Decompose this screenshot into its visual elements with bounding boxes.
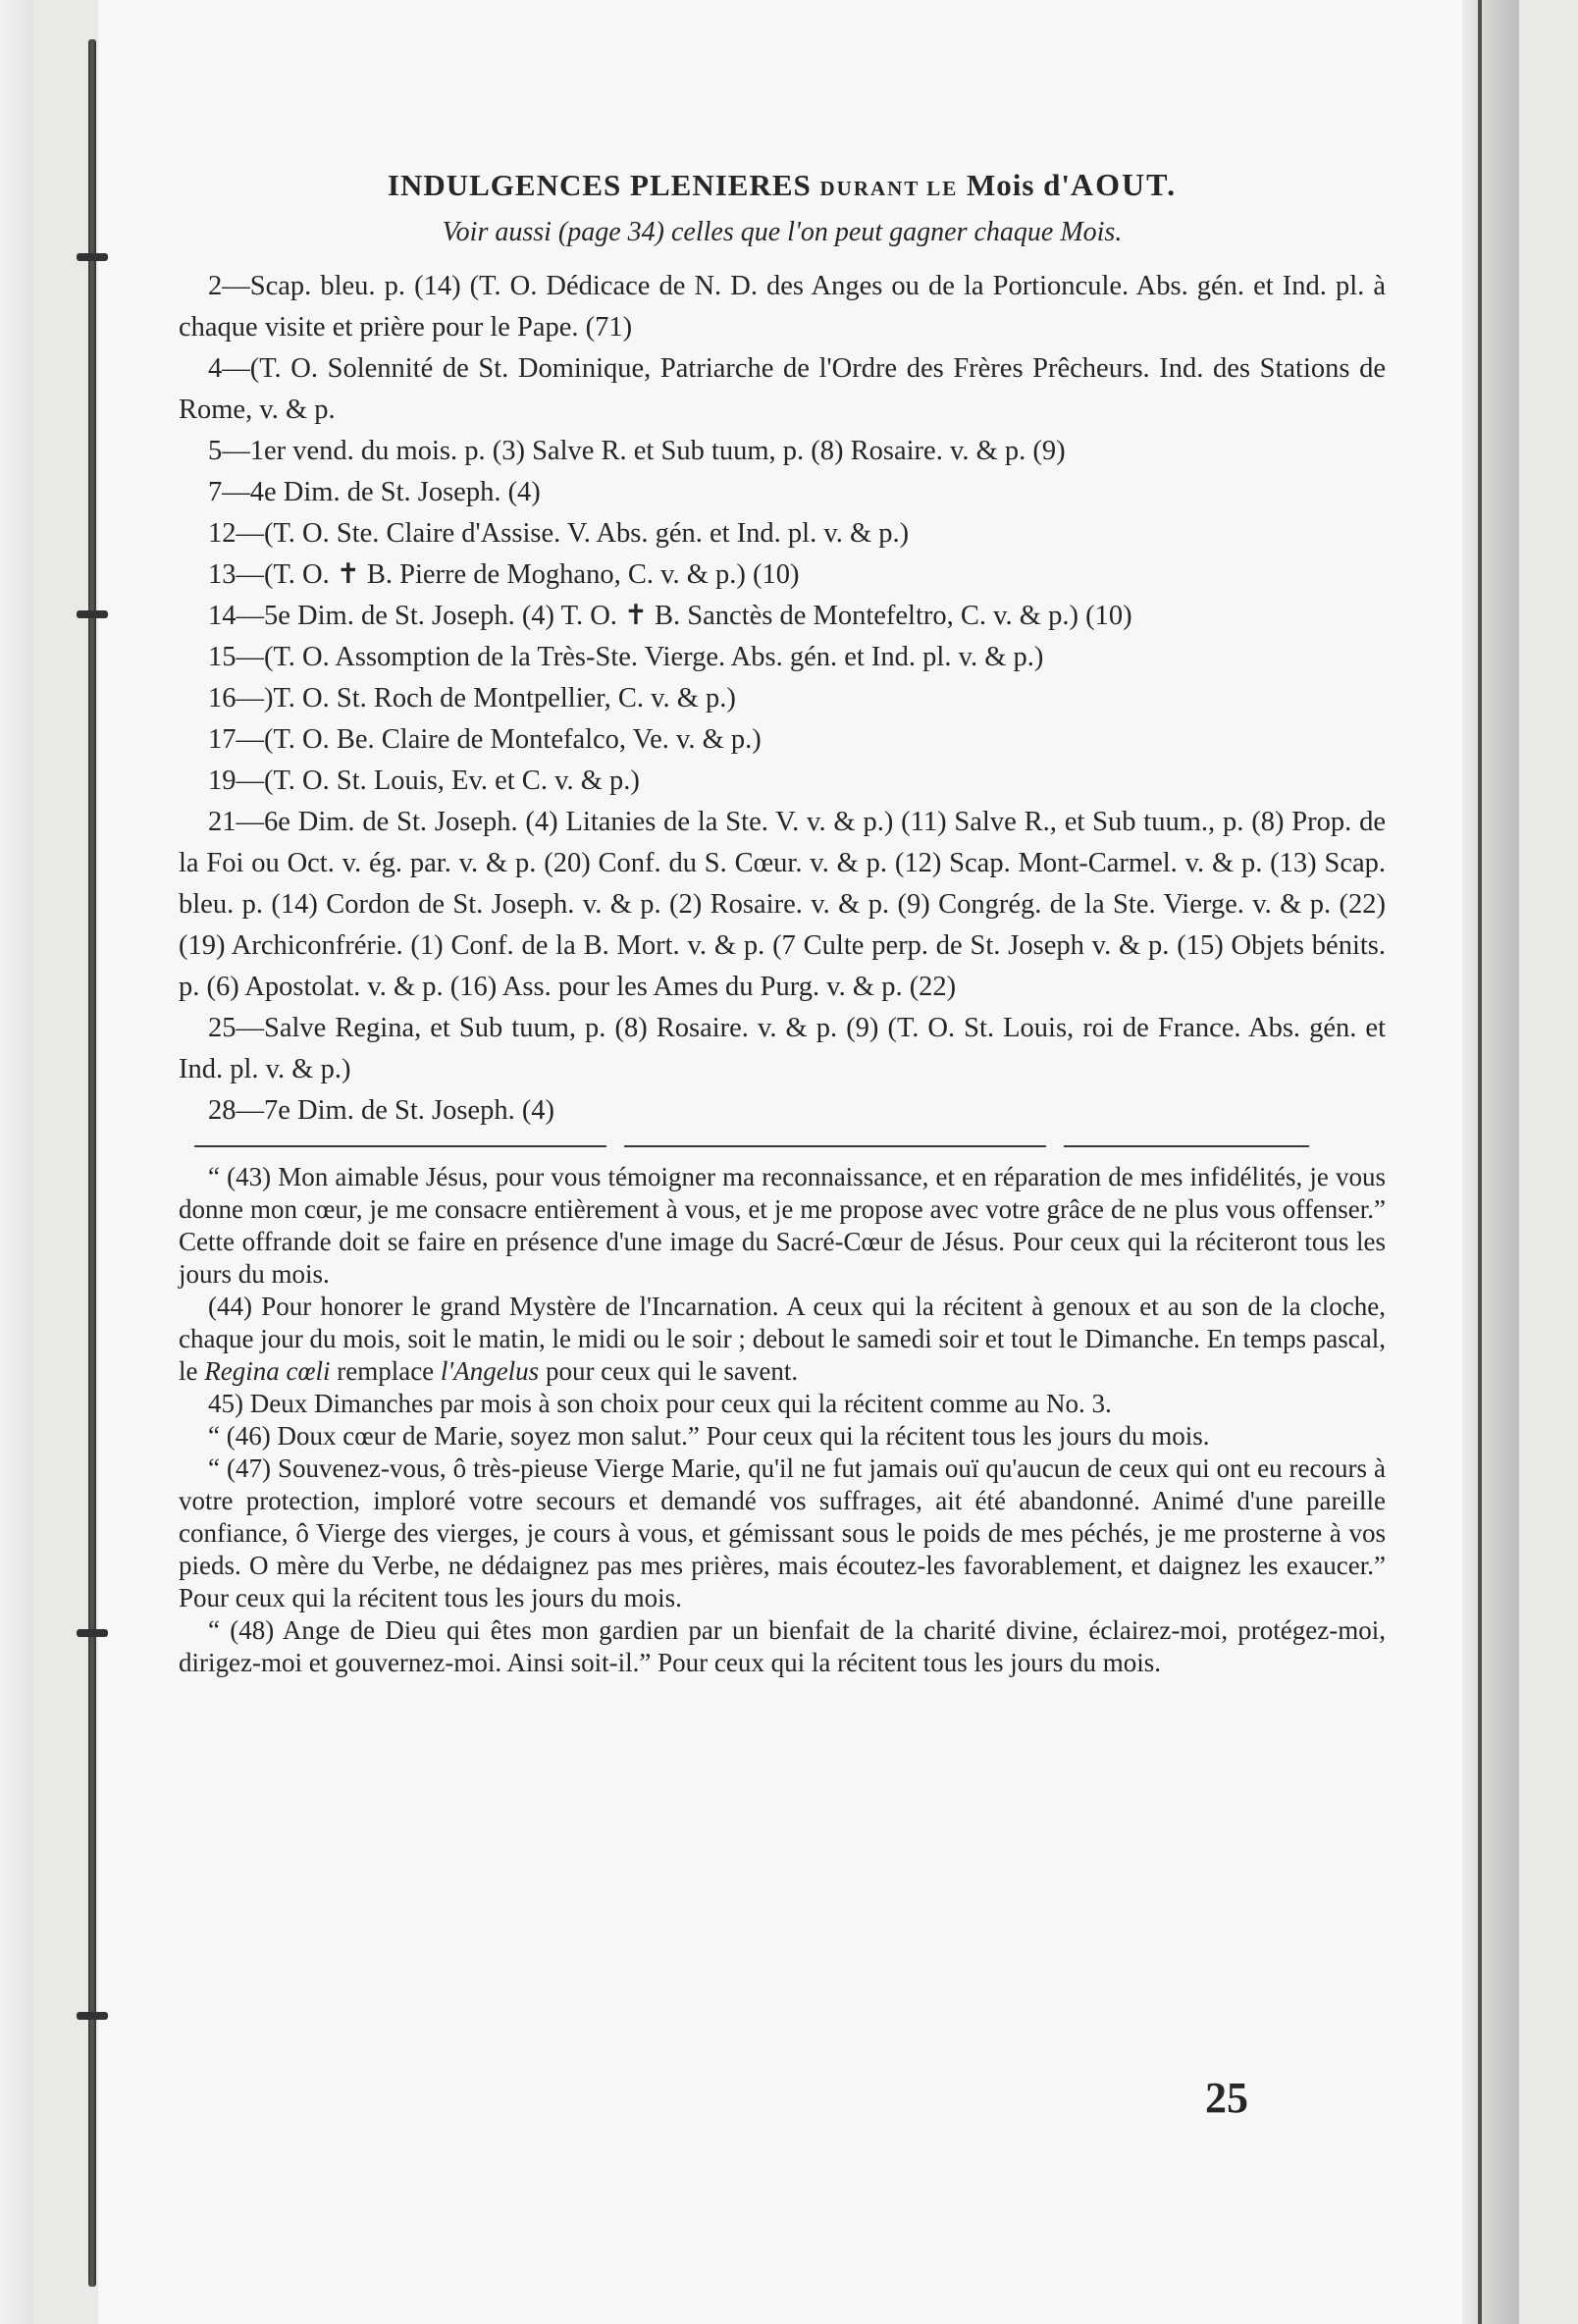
footnotes — [179, 1161, 1386, 1679]
footnote: 45) Deux Dimanches par mois à son choix pour ceux qui la récitent comme au No. 3. — [208, 1389, 1112, 1418]
page-edge — [1462, 0, 1519, 2324]
title-main: INDULGENCES PLENIERES — [387, 168, 812, 202]
list-item: 4—(T. O. Solennité de St. Dominique, Patriarche de l'Ordre des Frères Prêcheurs. Ind. des Stations de Rome, v. & p. — [179, 353, 1386, 425]
footnote — [179, 1291, 1386, 1388]
divider-segment — [194, 1145, 606, 1147]
footnote-text: (44) Pour honorer le grand Mystère de l'Incarnation. A ceux qui la récitent à genoux et au son de la cloche, chaque jour du mois, soit le matin, le midi ou le soir ; debout le samedi soir et tout le Dimanche. En temps pascal, le — [179, 1292, 1386, 1386]
title-month: AOUT. — [1071, 167, 1178, 202]
binding-stitch — [77, 2012, 108, 2020]
footnote: “ (47) Souvenez-vous, ô très-pieuse Vierge Marie, qu'il ne fut jamais ouï qu'aucun de ceux qui ont eu recours à votre protection, imploré votre secours et demandé vos suffrages, ait été abandonné. Animé d'une pareille confiance, ô Vierge des vierges, je cours à vous, et gémissant sous le poids de mes péchés, je me prosterne à vos pieds. O mère du Verbe, ne dédaignez pas mes prières, mais écoutez-les favorablement, et daignez les exaucer.” Pour ceux qui la récitent tous les jours du mois. — [179, 1453, 1386, 1612]
list-item: 2—Scap. bleu. p. (14) (T. O. Dédicace de N. D. des Anges ou de la Portioncule. Abs. gén. et Ind. pl. à chaque visite et prière pour le Pape. (71) — [179, 271, 1386, 343]
binding-stitch — [77, 253, 108, 261]
footnote: “ (48) Ange de Dieu qui êtes mon gardien par un bienfait de la charité divine, éclairez-moi, protégez-moi, dirigez-moi et gouvernez-moi. Ainsi soit-il.” Pour ceux qui la récitent tous les jours du mois. — [179, 1615, 1386, 1677]
footnote-italic: Regina cœli — [204, 1356, 331, 1386]
list-item: 19—(T. O. St. Louis, Ev. et C. v. & p.) — [208, 766, 640, 796]
list-item: 13—(T. O. ✝ B. Pierre de Moghano, C. v. & p.) (10) — [208, 559, 800, 590]
divider-segment — [1064, 1145, 1309, 1147]
binding-stitch — [77, 610, 108, 618]
list-item: 16—)T. O. St. Roch de Montpellier, C. v. & p.) — [208, 683, 736, 713]
list-item: 14—5e Dim. de St. Joseph. (4) T. O. ✝ B. Sanctès de Montefeltro, C. v. & p.) (10) — [208, 601, 1132, 631]
page-number: 25 — [1205, 2074, 1248, 2122]
page-content — [179, 167, 1386, 1679]
list-item: 7—4e Dim. de St. Joseph. (4) — [208, 477, 541, 507]
binding-margin — [0, 0, 33, 2324]
list-item: 12—(T. O. Ste. Claire d'Assise. V. Abs. gén. et Ind. pl. v. & p.) — [208, 518, 910, 549]
binding-spine — [88, 39, 96, 2287]
list-item: 15—(T. O. Assomption de la Très-Ste. Vierge. Abs. gén. et Ind. pl. v. & p.) — [208, 642, 1044, 672]
binding-stitch — [77, 1629, 108, 1637]
footnote-divider — [194, 1145, 1386, 1147]
entries-list — [179, 266, 1386, 1132]
footnote: “ (46) Doux cœur de Marie, soyez mon salut.” Pour ceux qui la récitent tous les jours du mois. — [208, 1421, 1210, 1451]
title-connector: DURANT LE — [819, 177, 959, 200]
divider-segment — [624, 1145, 1046, 1147]
footnote-text: pour ceux qui le savent. — [545, 1356, 799, 1386]
title-month-prefix: Mois d' — [966, 168, 1072, 202]
list-item: 17—(T. O. Be. Claire de Montefalco, Ve. v. & p.) — [208, 724, 762, 755]
footnote-text: remplace — [337, 1356, 435, 1386]
footnote: “ (43) Mon aimable Jésus, pour vous témoigner ma reconnaissance, et en réparation de mes infidélités, je vous donne mon cœur, je me consacre entièrement à vous, et je me propose avec votre grâce de ne plus vous offenser.” Cette offrande doit se faire en présence d'une image du Sacré-Cœur de Jésus. Pour ceux qui la réciteront tous les jours du mois. — [179, 1162, 1386, 1289]
list-item: 5—1er vend. du mois. p. (3) Salve R. et Sub tuum, p. (8) Rosaire. v. & p. (9) — [208, 436, 1066, 466]
footnote-italic: l'Angelus — [440, 1356, 540, 1386]
list-item: 21—6e Dim. de St. Joseph. (4) Litanies de la Ste. V. v. & p.) (11) Salve R., et Sub tuum., p. (8) Prop. de la Foi ou Oct. v. ég. par. v. & p. (20) Conf. du S. Cœur. v. & p. (12) Scap. Mont-Carmel. v. & p. (13) Scap. bleu. p. (14) Cordon de St. Joseph. v. & p. (2) Rosaire. v. & p. (9) Congrég. de la Ste. Vierge. v. & p. (22) (19) Archiconfrérie. (1) Conf. de la B. Mort. v. & p. (7 Culte perp. de St. Joseph v. & p. (15) Objets bénits. p. (6) Apostolat. v. & p. (16) Ass. pour les Ames du Purg. v. & p. (22) — [179, 807, 1386, 1002]
list-item: 25—Salve Regina, et Sub tuum, p. (8) Rosaire. v. & p. (9) (T. O. St. Louis, roi de France. Abs. gén. et Ind. pl. v. & p.) — [179, 1013, 1386, 1084]
page-subtitle: Voir aussi (page 34) celles que l'on peut gagner chaque Mois. — [442, 217, 1123, 247]
list-item: 28—7e Dim. de St. Joseph. (4) — [208, 1095, 555, 1126]
page-title — [179, 167, 1386, 203]
